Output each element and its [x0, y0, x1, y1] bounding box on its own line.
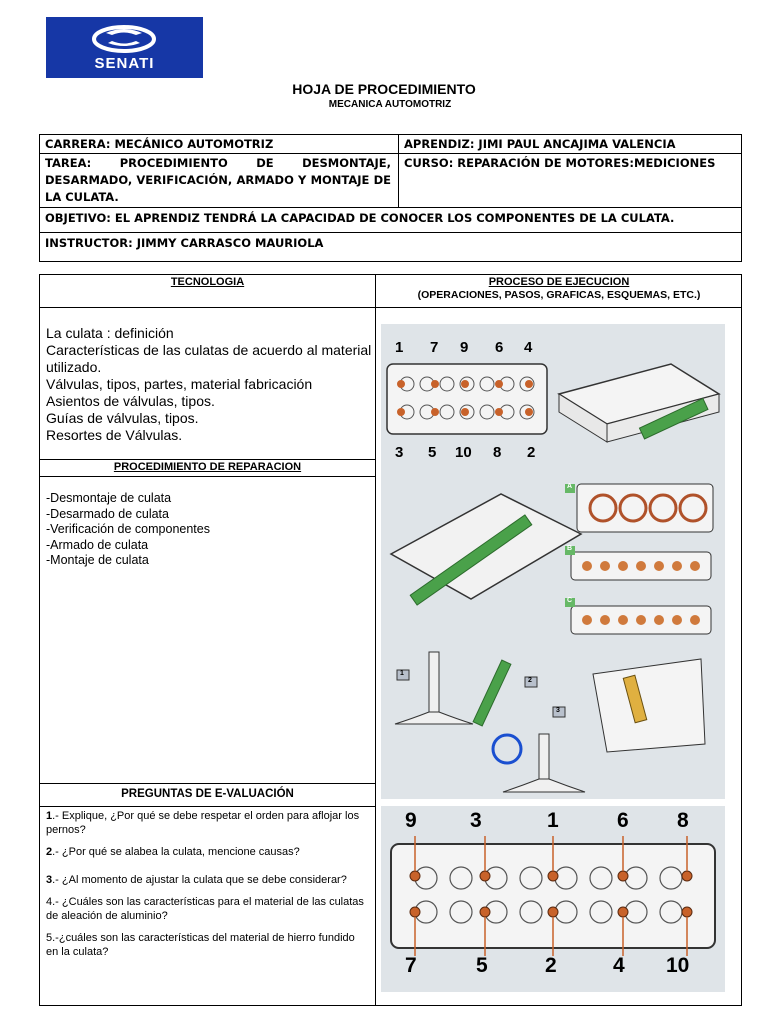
pregunta-item — [46, 809, 364, 837]
tecnologia-item: Válvulas, tipos, partes, material fabricación — [46, 376, 313, 392]
tecnologia-item: Guías de válvulas, tipos. — [46, 410, 199, 426]
bolt-number: 6 — [495, 339, 504, 356]
pregunta-item — [46, 931, 364, 959]
column-divider — [375, 274, 376, 1006]
sequence-number: 9 — [405, 809, 417, 832]
carrera-field: CARRERA: MECÁNICO AUTOMOTRIZ — [45, 137, 274, 151]
pregunta-text: .- Explique, ¿Por qué se debe respetar el orden para aflojar los pernos? — [46, 810, 360, 836]
bolt-number: 4 — [524, 339, 533, 356]
page-subtitle: MECANICA AUTOMOTRIZ — [328, 99, 452, 110]
tightening-sequence-figure — [381, 806, 725, 992]
tecnologia-item: La culata : definición — [46, 325, 174, 341]
tecnologia-item: Asientos de válvulas, tipos. — [46, 393, 215, 409]
sequence-number: 5 — [476, 954, 488, 977]
bolt-number: 1 — [395, 339, 404, 356]
divider — [39, 783, 376, 784]
sequence-number: 7 — [405, 954, 417, 977]
sequence-number: 10 — [666, 954, 690, 977]
divider — [39, 459, 376, 460]
page-title: HOJA DE PROCEDIMIENTO — [292, 81, 476, 97]
bolt-number: 8 — [493, 444, 502, 461]
divider — [39, 153, 742, 154]
pregunta-item — [46, 845, 364, 859]
bolt-number: 5 — [428, 444, 437, 461]
reparacion-list — [46, 491, 372, 569]
tecnologia-item: Resortes de Válvulas. — [46, 427, 183, 443]
pregunta-text: .- ¿Cuáles son las características para el material de las culatas de aleación de aluminio? — [46, 896, 364, 922]
gasket-label: A — [567, 483, 573, 490]
aprendiz-field: APRENDIZ: JIMI PAUL ANCAJIMA VALENCIA — [404, 137, 676, 151]
reparacion-header: PROCEDIMIENTO DE REPARACION — [113, 461, 302, 473]
bolt-number: 10 — [455, 444, 472, 461]
procedure-figures — [381, 324, 725, 799]
gasket-label: B — [567, 545, 573, 552]
valve-label: 1 — [400, 670, 404, 677]
reparacion-item: -Armado de culata — [46, 537, 149, 552]
divider — [39, 232, 742, 233]
pregunta-text: .-¿cuáles son las características del material de hierro fundido en la culata? — [46, 932, 355, 958]
valve-label: 2 — [528, 677, 532, 684]
sequence-number: 4 — [613, 954, 625, 977]
tecnologia-header: TECNOLOGIA — [170, 276, 245, 288]
tecnologia-list — [46, 325, 372, 444]
proceso-subheader: (OPERACIONES, PASOS, GRAFICAS, ESQUEMAS, ETC.) — [417, 289, 701, 301]
instructor-field: INSTRUCTOR: JIMMY CARRASCO MAURIOLA — [45, 236, 324, 250]
reparacion-item: -Montaje de culata — [46, 553, 149, 567]
divider — [39, 307, 742, 308]
gasket-label: C — [567, 597, 573, 604]
pregunta-number: 2 — [46, 846, 53, 858]
sequence-number: 3 — [470, 809, 482, 832]
sequence-number: 1 — [547, 809, 559, 832]
curso-field: CURSO: REPARACIÓN DE MOTORES:MEDICIONES — [404, 156, 716, 170]
valve-label: 3 — [556, 707, 560, 714]
divider — [398, 134, 399, 208]
divider — [39, 476, 376, 477]
tecnologia-item: Características de las culatas de acuerdo al material utilizado. — [46, 342, 372, 375]
pregunta-number: 3 — [46, 874, 53, 886]
pregunta-number: 1 — [46, 810, 53, 822]
pregunta-text: .- ¿Por qué se alabea la culata, mencione causas? — [52, 846, 300, 858]
proceso-header: PROCESO DE EJECUCION — [488, 276, 630, 288]
senati-emblem-icon — [46, 19, 203, 59]
reparacion-item: -Verificación de componentes — [46, 522, 210, 536]
reparacion-item: -Desmontaje de culata — [46, 491, 172, 505]
pregunta-text: .- ¿Al momento de ajustar la culata que se debe considerar? — [52, 874, 347, 886]
reparacion-item: -Desarmado de culata — [46, 506, 169, 521]
sequence-number: 6 — [617, 809, 629, 832]
divider — [39, 207, 742, 208]
objetivo-field: OBJETIVO: EL APRENDIZ TENDRÁ LA CAPACIDAD DE CONOCER LOS COMPONENTES DE LA CULATA. — [45, 211, 675, 225]
bolt-number: 9 — [460, 339, 469, 356]
pregunta-number: 4 — [46, 896, 53, 908]
bolt-number: 3 — [395, 444, 404, 461]
sequence-number: 8 — [677, 809, 689, 832]
divider — [39, 806, 376, 807]
preguntas-header: PREGUNTAS DE E-VALUACIÓN — [121, 788, 294, 800]
cylinder-head-illustrations — [381, 324, 725, 799]
bolt-number: 2 — [527, 444, 536, 461]
pregunta-item — [46, 895, 364, 923]
logo-text: SENATI — [94, 55, 155, 72]
pregunta-item — [46, 873, 364, 887]
tarea-field: TAREA: PROCEDIMIENTO DE DESMONTAJE, DESARMADO, VERIFICACIÓN, ARMADO Y MONTAJE DE LA CULATA. — [45, 156, 391, 204]
senati-logo — [46, 17, 203, 78]
preguntas-list — [46, 809, 364, 959]
pregunta-number: 5 — [46, 932, 53, 944]
bolt-number: 7 — [430, 339, 439, 356]
sequence-number: 2 — [545, 954, 557, 977]
